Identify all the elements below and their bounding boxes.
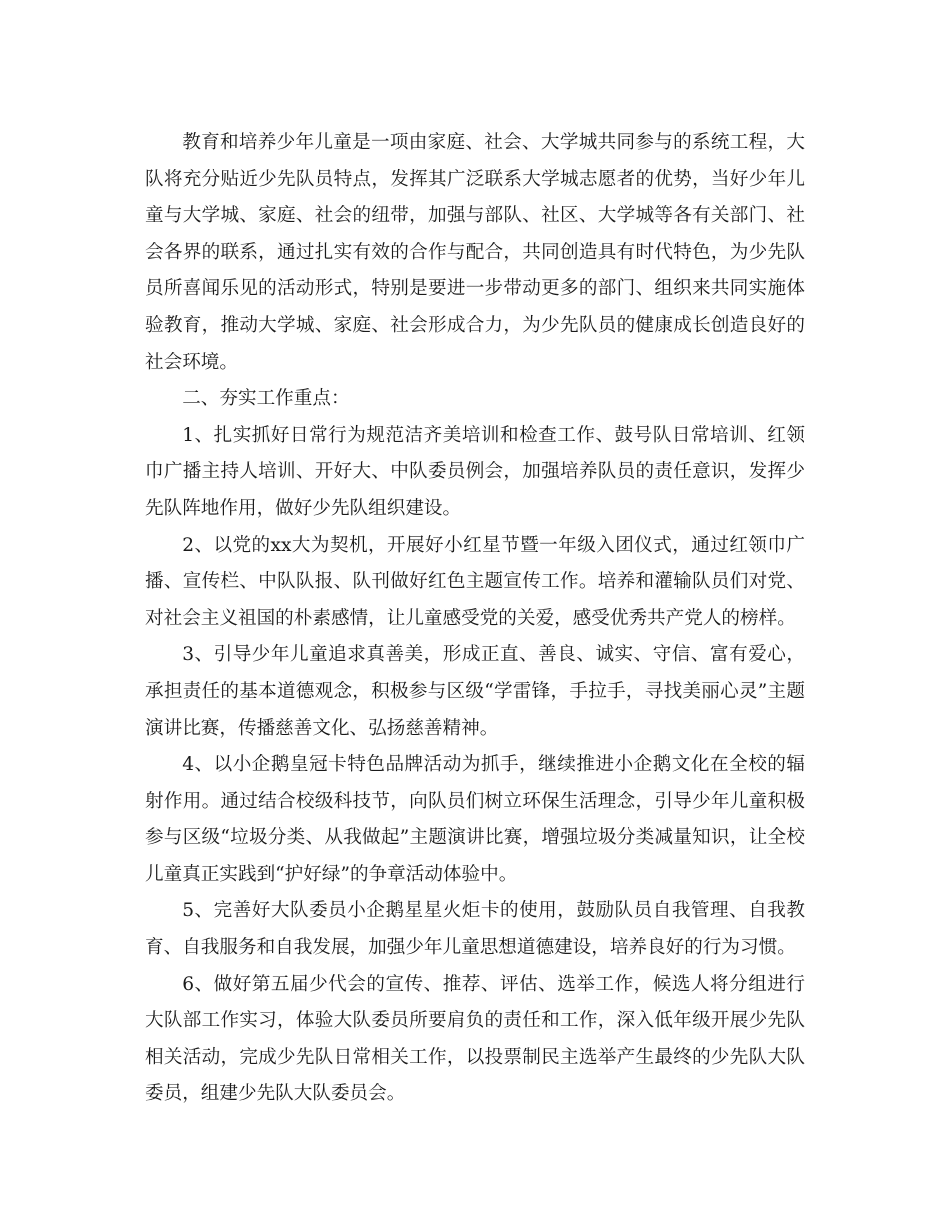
paragraph-item-4: 4、以小企鹅皇冠卡特色品牌活动为抓手，继续推进小企鹅文化在全校的辐射作用。通过结合校级科技节，向队员们树立环保生活理念，引导少年儿童积极参与区级“垃圾分类、从我做起”主题演讲比赛，增强垃圾分类减量知识，让全校儿童真正实践到“护好绿”的争章活动体验中。: [145, 754, 805, 885]
paragraph-item-2: 2、以党的xx大为契机，开展好小红星节暨一年级入团仪式，通过红领巾广播、宣传栏、中队队报、队刊做好红色主题宣传工作。培养和灌输队员们对党、对社会主义祖国的朴素感情，让儿童感受党的关爱，感受优秀共产党人的榜样。: [145, 534, 805, 629]
paragraph-item-1: 1、扎实抓好日常行为规范洁齐美培训和检查工作、鼓号队日常培训、红领巾广播主持人培训、开好大、中队委员例会，加强培养队员的责任意识，发挥少先队阵地作用，做好少先队组织建设。: [145, 424, 805, 519]
paragraph-item-3: 3、引导少年儿童追求真善美，形成正直、善良、诚实、守信、富有爱心，承担责任的基本道德观念，积极参与区级“学雷锋，手拉手，寻找美丽心灵”主题演讲比赛，传播慈善文化、弘扬慈善精神。: [145, 644, 805, 739]
paragraph-item-5: 5、完善好大队委员小企鹅星星火炬卡的使用，鼓励队员自我管理、自我教育、自我服务和自我发展，加强少年儿童思想道德建设，培养良好的行为习惯。: [145, 900, 805, 959]
document-body: [145, 125, 805, 1113]
section-heading: 二、夯实工作重点：: [182, 388, 350, 410]
paragraph-item-6: 6、做好第五届少代会的宣传、推荐、评估、选举工作，候选人将分组进行大队部工作实习，体验大队委员所要肩负的责任和工作，深入低年级开展少先队相关活动，完成少先队日常相关工作，以投票制民主选举产生最终的少先队大队委员，组建少先队大队委员会。: [145, 973, 805, 1105]
paragraph-intro: 教育和培养少年儿童是一项由家庭、社会、大学城共同参与的系统工程，大队将充分贴近少先队员特点，发挥其广泛联系大学城志愿者的优势，当好少年儿童与大学城、家庭、社会的纽带，加强与部队、社区、大学城等各有关部门、社会各界的联系，通过扎实有效的合作与配合，共同创造具有时代特色，为少先队员所喜闻乐见的活动形式，特别是要进一步带动更多的部门、组织来共同实施体验教育，推动大学城、家庭、社会形成合力，为少先队员的健康成长创造良好的社会环境。: [145, 132, 805, 373]
